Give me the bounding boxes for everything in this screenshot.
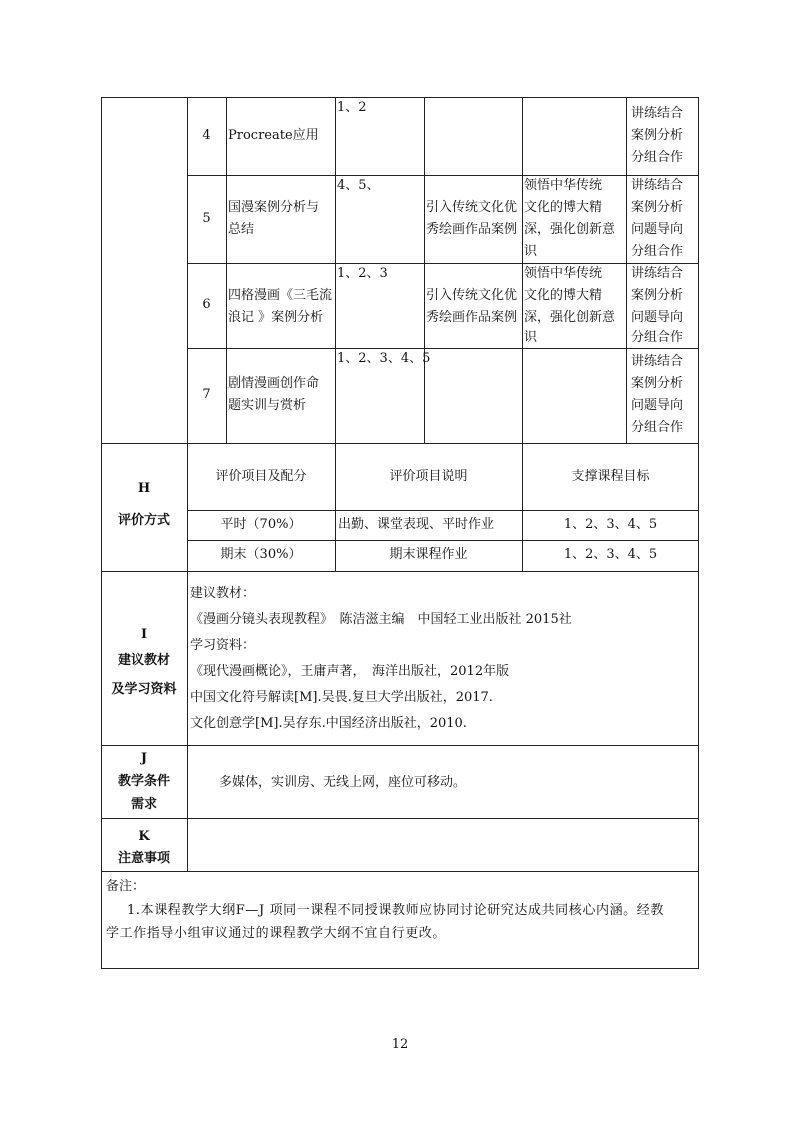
- row6-topic-1: 四格漫画《三毛流: [228, 288, 333, 303]
- row5-no: 5: [202, 211, 211, 226]
- section-h-row1-target: 1、2、3、4、5: [563, 517, 658, 532]
- section-i-title-1: 建议教材: [117, 653, 170, 668]
- section-k-top: [101, 818, 699, 819]
- row5-culture-2: 秀绘画作品案例: [426, 222, 518, 237]
- remarks-label: 备注：: [106, 879, 146, 894]
- section-j-content: 多媒体，实训房、无线上网，座位可移动。: [219, 775, 467, 790]
- section-k-title: 注意事项: [117, 851, 170, 866]
- row4-method-2: 案例分析: [631, 128, 684, 143]
- section-h-row2-target: 1、2、3、4、5: [563, 547, 658, 562]
- section-i-line-1: 建议教材：: [190, 586, 256, 601]
- section-j-title-1: 教学条件: [117, 774, 170, 789]
- row6-goals: 1、2、3: [337, 266, 388, 281]
- row7-method-3: 问题导向: [631, 398, 684, 413]
- topic-col-divider: [335, 97, 336, 443]
- section-k-letter: K: [138, 829, 150, 844]
- row4-method-3: 分组合作: [631, 150, 684, 165]
- section-i-top: [101, 571, 699, 572]
- goals-col-divider: [424, 97, 425, 443]
- row7-topic-2: 题实训与赏析: [228, 398, 307, 413]
- section-i-title-2: 及学习资料: [111, 682, 177, 697]
- row5-topic-2: 总结: [228, 222, 255, 237]
- section-i-line-6: 文化创意学[M].吴存东.中国经济出版社，2010.: [190, 716, 467, 731]
- row-divider-3: [187, 348, 699, 349]
- row6-culture-1: 引入传统文化优: [426, 288, 518, 303]
- row6-no: 6: [202, 297, 211, 312]
- section-i-line-2: 《漫画分镜头表现教程》 陈洁滋主编 中国轻工业出版社 2015社: [190, 612, 572, 627]
- row6-culture-2: 秀绘画作品案例: [426, 310, 518, 325]
- row5-values-3: 深，强化创新意: [524, 222, 616, 237]
- row7-topic-1: 剧情漫画创作命: [228, 376, 320, 391]
- row7-method-4: 分组合作: [631, 420, 684, 435]
- culture-col-divider: [522, 97, 523, 443]
- section-j-top: [101, 745, 699, 746]
- row6-values-4: 识: [524, 330, 538, 345]
- values-col-divider: [626, 97, 627, 443]
- section-h-row-divider: [187, 540, 699, 541]
- row6-method-3: 问题导向: [631, 310, 684, 325]
- section-j-letter: J: [140, 751, 148, 766]
- row6-values-1: 领悟中华传统: [524, 266, 603, 281]
- section-h-letter: H: [137, 481, 151, 496]
- row5-method-3: 问题导向: [631, 222, 684, 237]
- table-bottom-border: [101, 968, 699, 969]
- row7-goals: 1、2、3、4、5: [337, 351, 431, 366]
- row6-method-1: 讲练结合: [631, 266, 684, 281]
- row5-method-4: 分组合作: [631, 244, 684, 259]
- page-number: 12: [391, 1037, 409, 1052]
- table-top-border: [101, 97, 699, 98]
- row4-no: 4: [202, 128, 211, 143]
- row-divider-1: [187, 175, 699, 176]
- row5-culture-1: 引入传统文化优: [426, 200, 518, 215]
- section-h-title: 评价方式: [117, 513, 170, 528]
- section-h-row2-desc: 期末课程作业: [389, 547, 468, 562]
- section-h-row2-item: 期末（30%）: [220, 547, 302, 562]
- row5-topic-1: 国漫案例分析与: [228, 200, 320, 215]
- section-h-top: [101, 443, 699, 444]
- row4-method-1: 讲练结合: [631, 106, 684, 121]
- row5-values-1: 领悟中华传统: [524, 178, 603, 193]
- no-col-divider: [226, 97, 227, 443]
- row6-values-2: 文化的博大精: [524, 288, 603, 303]
- row5-values-4: 识: [524, 244, 538, 259]
- remarks-top: [101, 871, 699, 872]
- section-j-title-2: 需求: [130, 797, 157, 812]
- row6-method-2: 案例分析: [631, 288, 684, 303]
- row7-no: 7: [202, 387, 211, 402]
- row5-method-2: 案例分析: [631, 200, 684, 215]
- row7-method-2: 案例分析: [631, 376, 684, 391]
- row-divider-2: [187, 263, 699, 264]
- row6-values-3: 深，强化创新意: [524, 310, 616, 325]
- remarks-line-2: 学工作指导小组审议通过的课程教学大纲不宜自行更改。: [106, 926, 447, 941]
- row6-topic-2: 浪记 》案例分析: [228, 310, 324, 325]
- row7-method-1: 讲练结合: [631, 354, 684, 369]
- section-h-header-item: 评价项目及配分: [215, 469, 307, 484]
- section-h-header-target: 支撑课程目标: [571, 469, 650, 484]
- section-h-header-divider: [187, 510, 699, 511]
- section-i-letter: I: [140, 627, 148, 642]
- row6-method-4: 分组合作: [631, 330, 684, 345]
- section-h-header-desc: 评价项目说明: [389, 469, 468, 484]
- section-i-line-5: 中国文化符号解读[M].吴畏.复旦大学出版社，2017.: [190, 690, 493, 705]
- row5-values-2: 文化的博大精: [524, 200, 603, 215]
- section-h-row1-desc: 出勤、课堂表现、平时作业: [338, 517, 495, 532]
- row5-method-1: 讲练结合: [631, 178, 684, 193]
- section-i-line-4: 《现代漫画概论》，王庸声著， 海洋出版社，2012年版: [190, 664, 510, 679]
- remarks-line-1: 1.本课程教学大纲F—J 项同一课程不同授课教师应协同讨论研究达成共同核心内涵。经教: [127, 903, 664, 918]
- row4-topic: Procreate应用: [228, 128, 319, 143]
- section-h-row1-item: 平时（70%）: [220, 517, 302, 532]
- section-i-line-3: 学习资料：: [190, 638, 256, 653]
- row4-goals: 1、2: [337, 100, 367, 115]
- row5-goals: 4、5、: [337, 178, 380, 193]
